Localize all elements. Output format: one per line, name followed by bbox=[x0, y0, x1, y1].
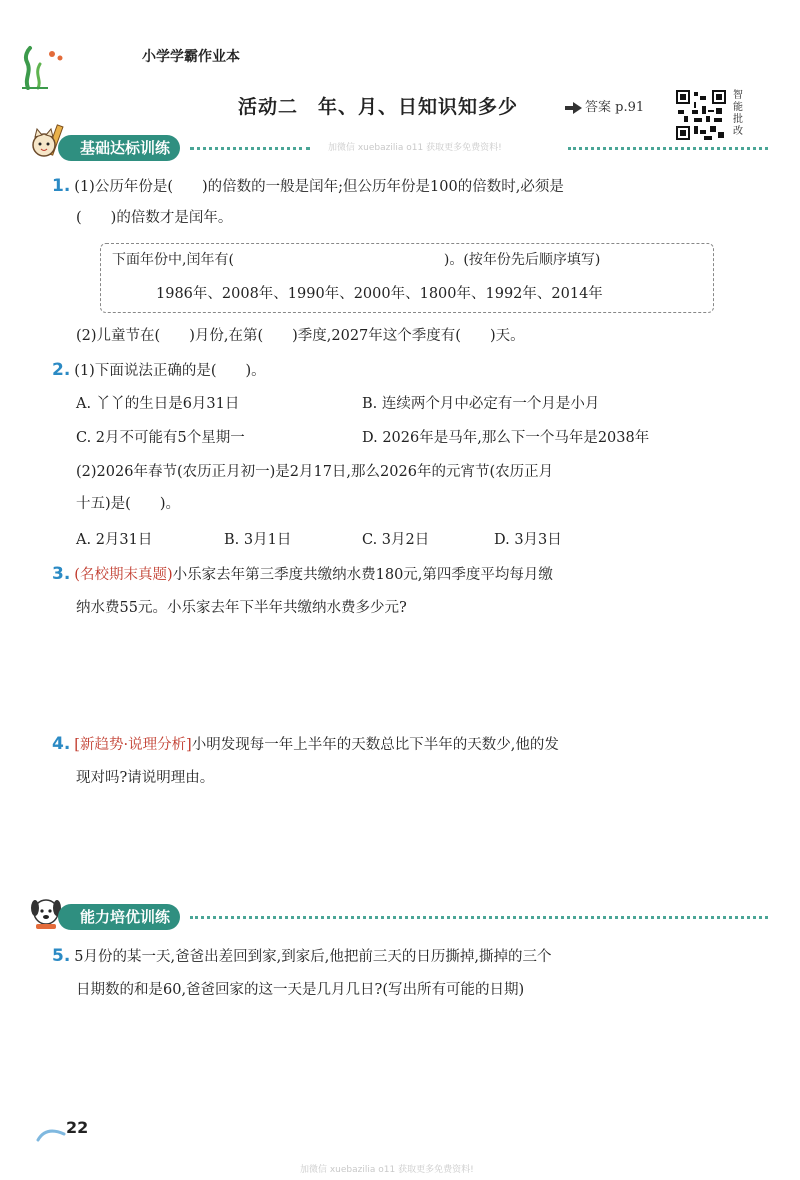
question-4-line-2: 现对吗?请说明理由。 bbox=[76, 770, 215, 786]
question-tag: [新趋势·说理分析] bbox=[74, 737, 192, 753]
smart-grading-label: 智 能 批 改 bbox=[733, 90, 743, 137]
question-2-part-2-line-1: (2)2026年春节(农历正月初一)是2月17日,那么2026年的元宵节(农历正月 bbox=[76, 464, 554, 480]
year-list: 1986年、2008年、1990年、2000年、1800年、1992年、2014年 bbox=[156, 286, 603, 302]
question-1-line-1: 1. (1)公历年份是( )的倍数的一般是闰年;但公历年份是100的倍数时,必须是 bbox=[52, 176, 564, 196]
section-header-advanced bbox=[28, 904, 768, 934]
question-5-line-2: 日期数的和是60,爸爸回家的这一天是几月几日?(写出所有可能的日期) bbox=[76, 982, 525, 998]
question-4-line-1: 4. [新趋势·说理分析]小明发现每一年上半年的天数总比下半年的天数少,他的发 bbox=[52, 734, 559, 754]
option-2-d: D. 3月3日 bbox=[494, 532, 562, 548]
question-2-part-2-line-2: 十五)是( )。 bbox=[76, 496, 180, 512]
book-title: 小学学霸作业本 bbox=[142, 49, 240, 65]
option-c: C. 2月不可能有5个星期一 bbox=[76, 430, 245, 446]
option-2-c: C. 3月2日 bbox=[362, 532, 430, 548]
question-number: 4. bbox=[52, 734, 71, 754]
option-2-a: A. 2月31日 bbox=[76, 532, 153, 548]
watermark-text: 加微信 xuebazilia o11 获取更多免费资料! bbox=[300, 1165, 474, 1175]
question-number: 3. bbox=[52, 564, 71, 584]
question-number: 5. bbox=[52, 946, 71, 966]
question-2-part-1: 2. (1)下面说法正确的是( )。 bbox=[52, 360, 266, 380]
question-5-line-1: 5. 5月份的某一天,爸爸出差回到家,到家后,他把前三天的日历撕掉,撕掉的三个 bbox=[52, 946, 552, 966]
question-3-line-2: 纳水费55元。小乐家去年下半年共缴纳水费多少元? bbox=[76, 600, 407, 616]
section-header-basic bbox=[28, 135, 768, 165]
qr-code-icon[interactable] bbox=[676, 90, 726, 140]
question-3-line-1: 3. (名校期末真题)小乐家去年第三季度共缴纳水费180元,第四季度平均每月缴 bbox=[52, 564, 553, 584]
option-a: A. 丫丫的生日是6月31日 bbox=[76, 396, 240, 412]
answer-reference: 答案 p.91 bbox=[573, 96, 644, 115]
option-d: D. 2026年是马年,那么下一个马年是2038年 bbox=[362, 430, 650, 446]
dotted-divider bbox=[190, 147, 310, 150]
question-number: 1. bbox=[52, 176, 71, 196]
option-2-b: B. 3月1日 bbox=[224, 532, 292, 548]
question-tag: (名校期末真题) bbox=[74, 567, 173, 583]
question-number: 2. bbox=[52, 360, 71, 380]
option-b: B. 连续两个月中必定有一个月是小月 bbox=[362, 396, 600, 412]
section-title: 能力培优训练 bbox=[58, 904, 180, 930]
leap-year-prompt: 下面年份中,闰年有( )。(按年份先后顺序填写) bbox=[112, 252, 601, 268]
activity-title: 活动二 年、月、日知识知多少 bbox=[238, 96, 519, 118]
dotted-divider bbox=[190, 916, 768, 919]
question-1-part-2: (2)儿童节在( )月份,在第( )季度,2027年这个季度有( )天。 bbox=[76, 328, 525, 344]
question-1-line-2: ( )的倍数才是闰年。 bbox=[76, 210, 233, 226]
section-title: 基础达标训练 bbox=[58, 135, 180, 161]
arrow-right-icon bbox=[573, 102, 582, 114]
dotted-divider bbox=[568, 147, 768, 150]
wave-decoration-icon bbox=[36, 1126, 66, 1142]
seaweed-logo-icon bbox=[18, 44, 78, 90]
watermark-text: 加微信 xuebazilia o11 获取更多免费资料! bbox=[328, 143, 502, 153]
page-number: 22 bbox=[66, 1118, 89, 1137]
